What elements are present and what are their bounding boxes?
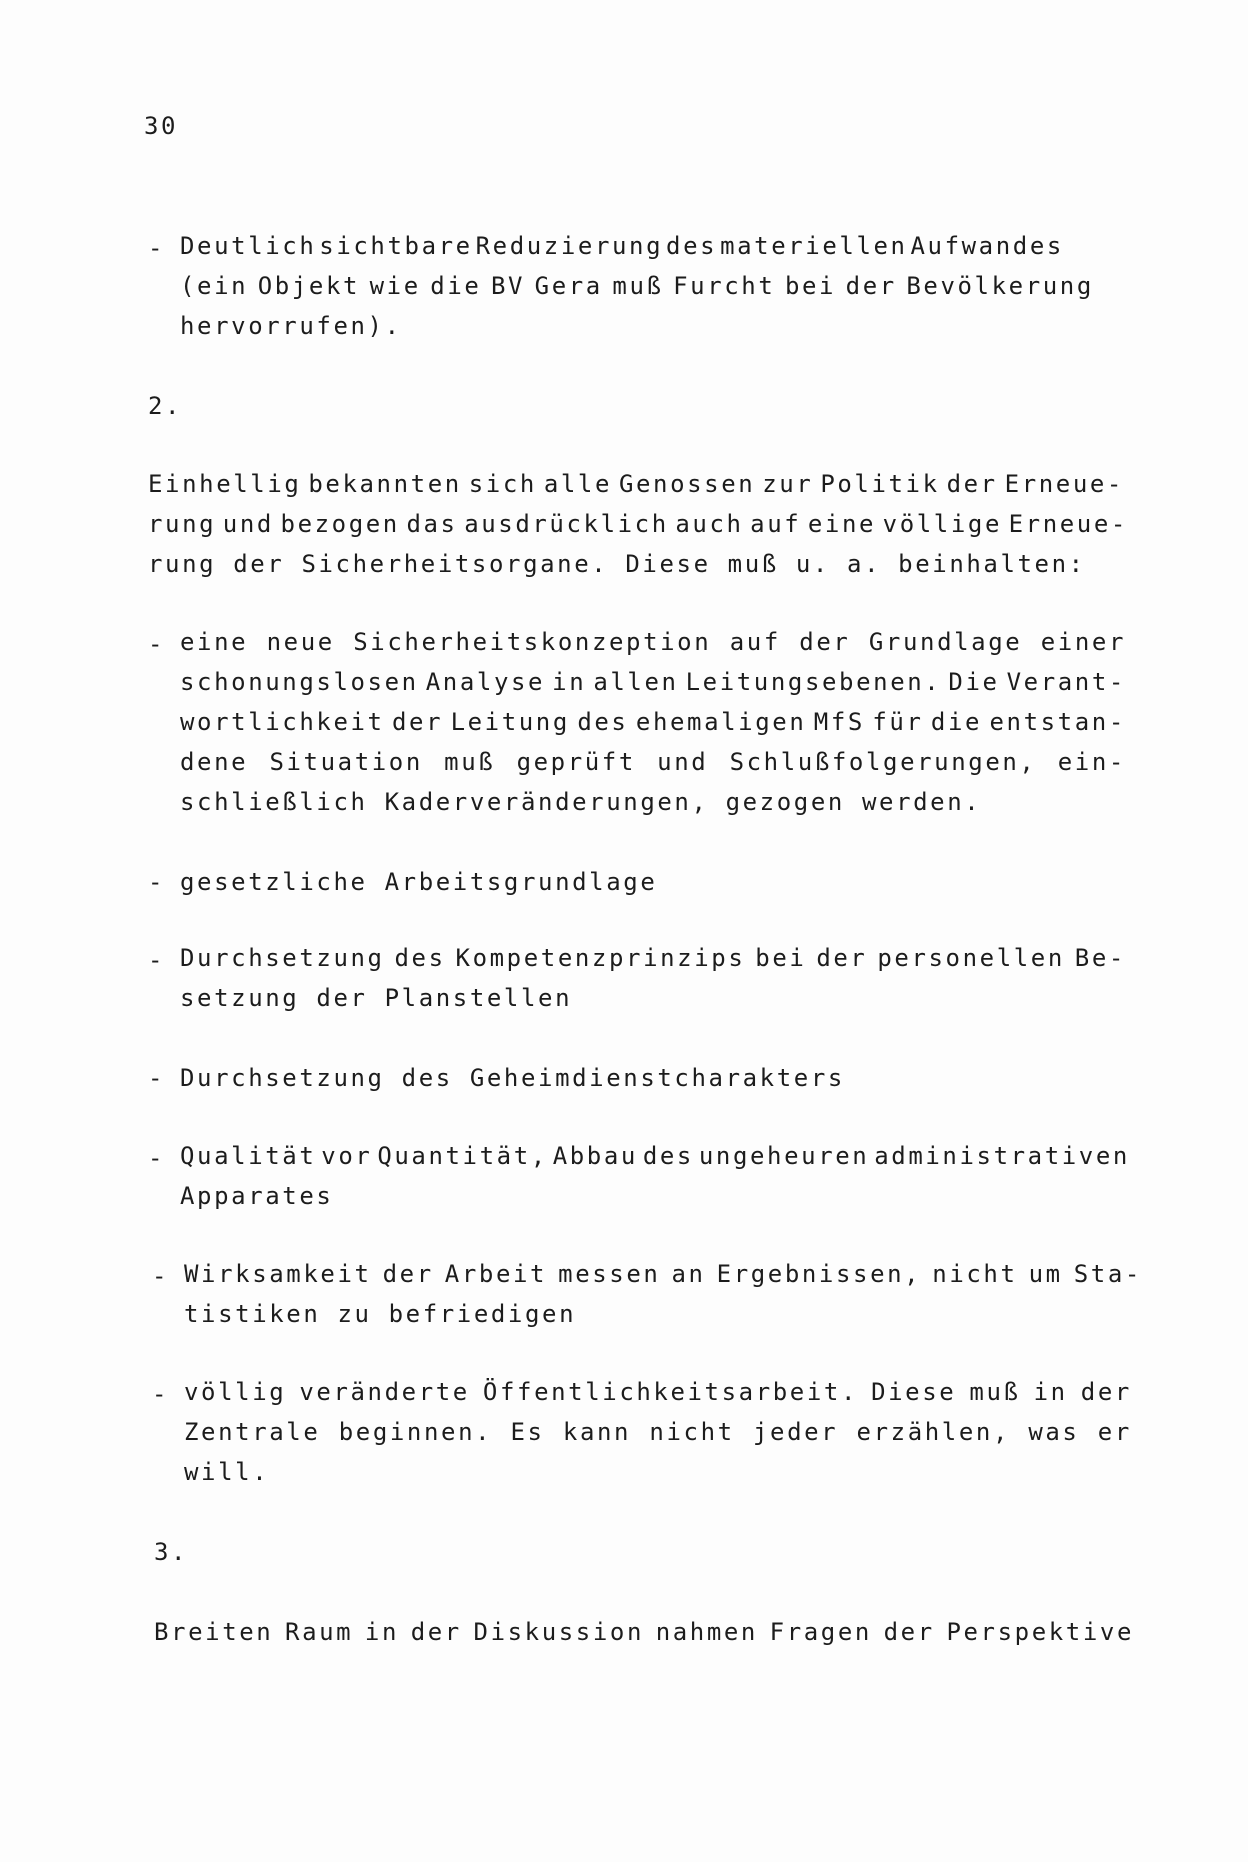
word: des bbox=[577, 708, 629, 736]
word: Gera bbox=[534, 272, 603, 300]
word: der bbox=[392, 708, 444, 736]
word: Aufwandes bbox=[910, 232, 1064, 260]
word: Durchsetzung bbox=[180, 944, 385, 972]
word: der bbox=[946, 470, 998, 498]
word: Furcht bbox=[673, 272, 776, 300]
word: der bbox=[1080, 1378, 1132, 1406]
word: bei bbox=[755, 944, 807, 972]
word: jeder bbox=[752, 1418, 839, 1446]
word: um bbox=[1028, 1260, 1063, 1288]
word: muß bbox=[444, 748, 496, 776]
word: Einhellig bbox=[148, 470, 302, 498]
bullet-dash: - bbox=[148, 868, 166, 896]
word: an bbox=[671, 1260, 706, 1288]
word: Ergebnissen, bbox=[716, 1260, 922, 1288]
word: materiellen bbox=[720, 232, 908, 260]
text-line: Durchsetzung des Geheimdienstcharakters bbox=[180, 1064, 845, 1092]
word: ein- bbox=[1057, 748, 1126, 776]
word: Reduzierung bbox=[475, 232, 664, 260]
word: MfS bbox=[813, 708, 865, 736]
word: und bbox=[657, 748, 709, 776]
word: was bbox=[1028, 1418, 1080, 1446]
word: Grundlage bbox=[868, 628, 1023, 656]
word: Deutlich bbox=[180, 232, 317, 260]
word: wortlichkeit bbox=[180, 708, 385, 736]
word: Quantität, bbox=[377, 1142, 548, 1170]
word: Genossen bbox=[618, 470, 756, 498]
word: Be- bbox=[1074, 944, 1126, 972]
word: kann bbox=[562, 1418, 632, 1446]
word: Abbau bbox=[552, 1142, 638, 1170]
word: geprüft bbox=[516, 748, 636, 776]
word: bei bbox=[784, 272, 837, 300]
word: bezogen bbox=[280, 510, 400, 538]
text-line bbox=[180, 266, 1094, 306]
word: einer bbox=[1040, 628, 1126, 656]
word: Diskussion bbox=[473, 1618, 645, 1646]
text-line: gesetzliche Arbeitsgrundlage bbox=[180, 868, 658, 896]
word: Diese bbox=[871, 1378, 957, 1406]
word: und bbox=[222, 510, 274, 538]
word: schonungslosen bbox=[180, 668, 419, 696]
page-number: 30 bbox=[144, 112, 179, 140]
text-line bbox=[148, 504, 1128, 544]
word: ehemaligen bbox=[635, 708, 807, 736]
word: Analyse bbox=[425, 668, 546, 696]
word: des bbox=[666, 232, 718, 260]
word: entstan- bbox=[989, 708, 1126, 736]
text-line bbox=[148, 464, 1124, 504]
bullet-dash: - bbox=[148, 946, 166, 974]
word: muß bbox=[969, 1378, 1021, 1406]
word: Raum bbox=[285, 1618, 354, 1646]
word: des bbox=[642, 1142, 694, 1170]
word: Es bbox=[510, 1418, 545, 1446]
word: nicht bbox=[649, 1418, 735, 1446]
word: Die bbox=[948, 668, 1000, 696]
word: personellen bbox=[877, 944, 1065, 972]
section-number: 3. bbox=[154, 1538, 189, 1566]
word: der bbox=[410, 1618, 462, 1646]
word: für bbox=[872, 708, 924, 736]
word: BV bbox=[491, 272, 526, 300]
text-line bbox=[180, 938, 1126, 978]
text-line: Apparates bbox=[180, 1182, 334, 1210]
word: Fragen bbox=[769, 1618, 872, 1646]
word: der bbox=[382, 1260, 434, 1288]
word: wie bbox=[369, 272, 421, 300]
word: Situation bbox=[269, 748, 423, 776]
word: ausdrücklich bbox=[464, 510, 669, 538]
word: Qualität bbox=[180, 1142, 317, 1170]
text-line: schließlich Kaderveränderungen, gezogen werden. bbox=[180, 788, 982, 816]
word: veränderte bbox=[299, 1378, 470, 1406]
word: auf bbox=[729, 628, 781, 656]
word: völlig bbox=[184, 1378, 287, 1406]
word: messen bbox=[558, 1260, 661, 1288]
word: eine bbox=[180, 628, 249, 656]
word: Erneue- bbox=[1008, 510, 1128, 538]
text-line bbox=[180, 662, 1126, 702]
word: allen bbox=[593, 668, 679, 696]
text-line: hervorrufen). bbox=[180, 312, 402, 340]
word: Zentrale bbox=[184, 1418, 321, 1446]
word: auch bbox=[675, 510, 744, 538]
text-line bbox=[180, 702, 1126, 742]
word: der bbox=[883, 1618, 935, 1646]
word: nahmen bbox=[655, 1618, 758, 1646]
word: sichtbare bbox=[319, 232, 473, 260]
word: Sta- bbox=[1073, 1260, 1142, 1288]
word: Sicherheitskonzeption bbox=[353, 628, 712, 656]
word: beginnen. bbox=[338, 1418, 493, 1446]
word: Objekt bbox=[257, 272, 361, 300]
text-line bbox=[184, 1412, 1132, 1452]
word: sich bbox=[468, 470, 537, 498]
word: alle bbox=[543, 470, 613, 498]
word: in bbox=[1033, 1378, 1068, 1406]
word: der bbox=[845, 272, 897, 300]
word: in bbox=[552, 668, 587, 696]
word: ungeheuren bbox=[698, 1142, 870, 1170]
word: Bevölkerung bbox=[906, 272, 1094, 300]
text-line: will. bbox=[184, 1458, 270, 1486]
word: das bbox=[406, 510, 458, 538]
text-line bbox=[154, 1612, 1134, 1652]
text-line: setzung der Planstellen bbox=[180, 984, 573, 1012]
word: Leitung bbox=[450, 708, 570, 736]
word: Breiten bbox=[154, 1618, 274, 1646]
word: der bbox=[816, 944, 868, 972]
word: (ein bbox=[180, 272, 249, 300]
word: die bbox=[430, 272, 482, 300]
word: auf bbox=[750, 510, 802, 538]
word: Arbeit bbox=[444, 1260, 548, 1288]
word: völlige bbox=[882, 510, 1003, 538]
word: die bbox=[930, 708, 983, 736]
word: der bbox=[799, 628, 851, 656]
text-line bbox=[184, 1254, 1142, 1294]
word: er bbox=[1097, 1418, 1132, 1446]
word: bekannten bbox=[308, 470, 462, 498]
text-line bbox=[184, 1372, 1132, 1412]
word: Erneue- bbox=[1004, 470, 1124, 498]
word: erzählen, bbox=[856, 1418, 1010, 1446]
word: Kompetenzprinzips bbox=[455, 944, 746, 972]
text-line bbox=[180, 622, 1126, 662]
word: Perspektive bbox=[946, 1618, 1134, 1646]
word: dene bbox=[180, 748, 249, 776]
bullet-dash: - bbox=[152, 1262, 170, 1290]
word: nicht bbox=[932, 1260, 1018, 1288]
word: zur bbox=[762, 470, 814, 498]
bullet-dash: - bbox=[152, 1380, 170, 1408]
word: eine bbox=[807, 510, 877, 538]
text-line bbox=[180, 1136, 1130, 1176]
word: Wirksamkeit bbox=[184, 1260, 372, 1288]
word: administrativen bbox=[874, 1142, 1130, 1170]
word: rung bbox=[148, 510, 217, 538]
word: vor bbox=[321, 1142, 373, 1170]
word: neue bbox=[266, 628, 335, 656]
text-line: rung der Sicherheitsorgane. Diese muß u. a. beinhalten: bbox=[148, 550, 1086, 578]
word: muß bbox=[612, 272, 664, 300]
bullet-dash: - bbox=[148, 234, 166, 262]
word: Öffentlichkeitsarbeit. bbox=[482, 1378, 859, 1406]
word: in bbox=[364, 1618, 400, 1646]
bullet-dash: - bbox=[148, 1064, 166, 1092]
text-line: tistiken zu befriedigen bbox=[184, 1300, 577, 1328]
bullet-dash: - bbox=[148, 1144, 166, 1172]
word: Politik bbox=[820, 470, 940, 498]
word: Verant- bbox=[1006, 668, 1126, 696]
text-line bbox=[180, 742, 1126, 782]
word: Leitungsebenen. bbox=[685, 668, 942, 696]
word: des bbox=[394, 944, 446, 972]
word: Schlußfolgerungen, bbox=[729, 748, 1037, 776]
section-number: 2. bbox=[148, 392, 183, 420]
text-line bbox=[180, 226, 1064, 266]
bullet-dash: - bbox=[148, 630, 166, 658]
